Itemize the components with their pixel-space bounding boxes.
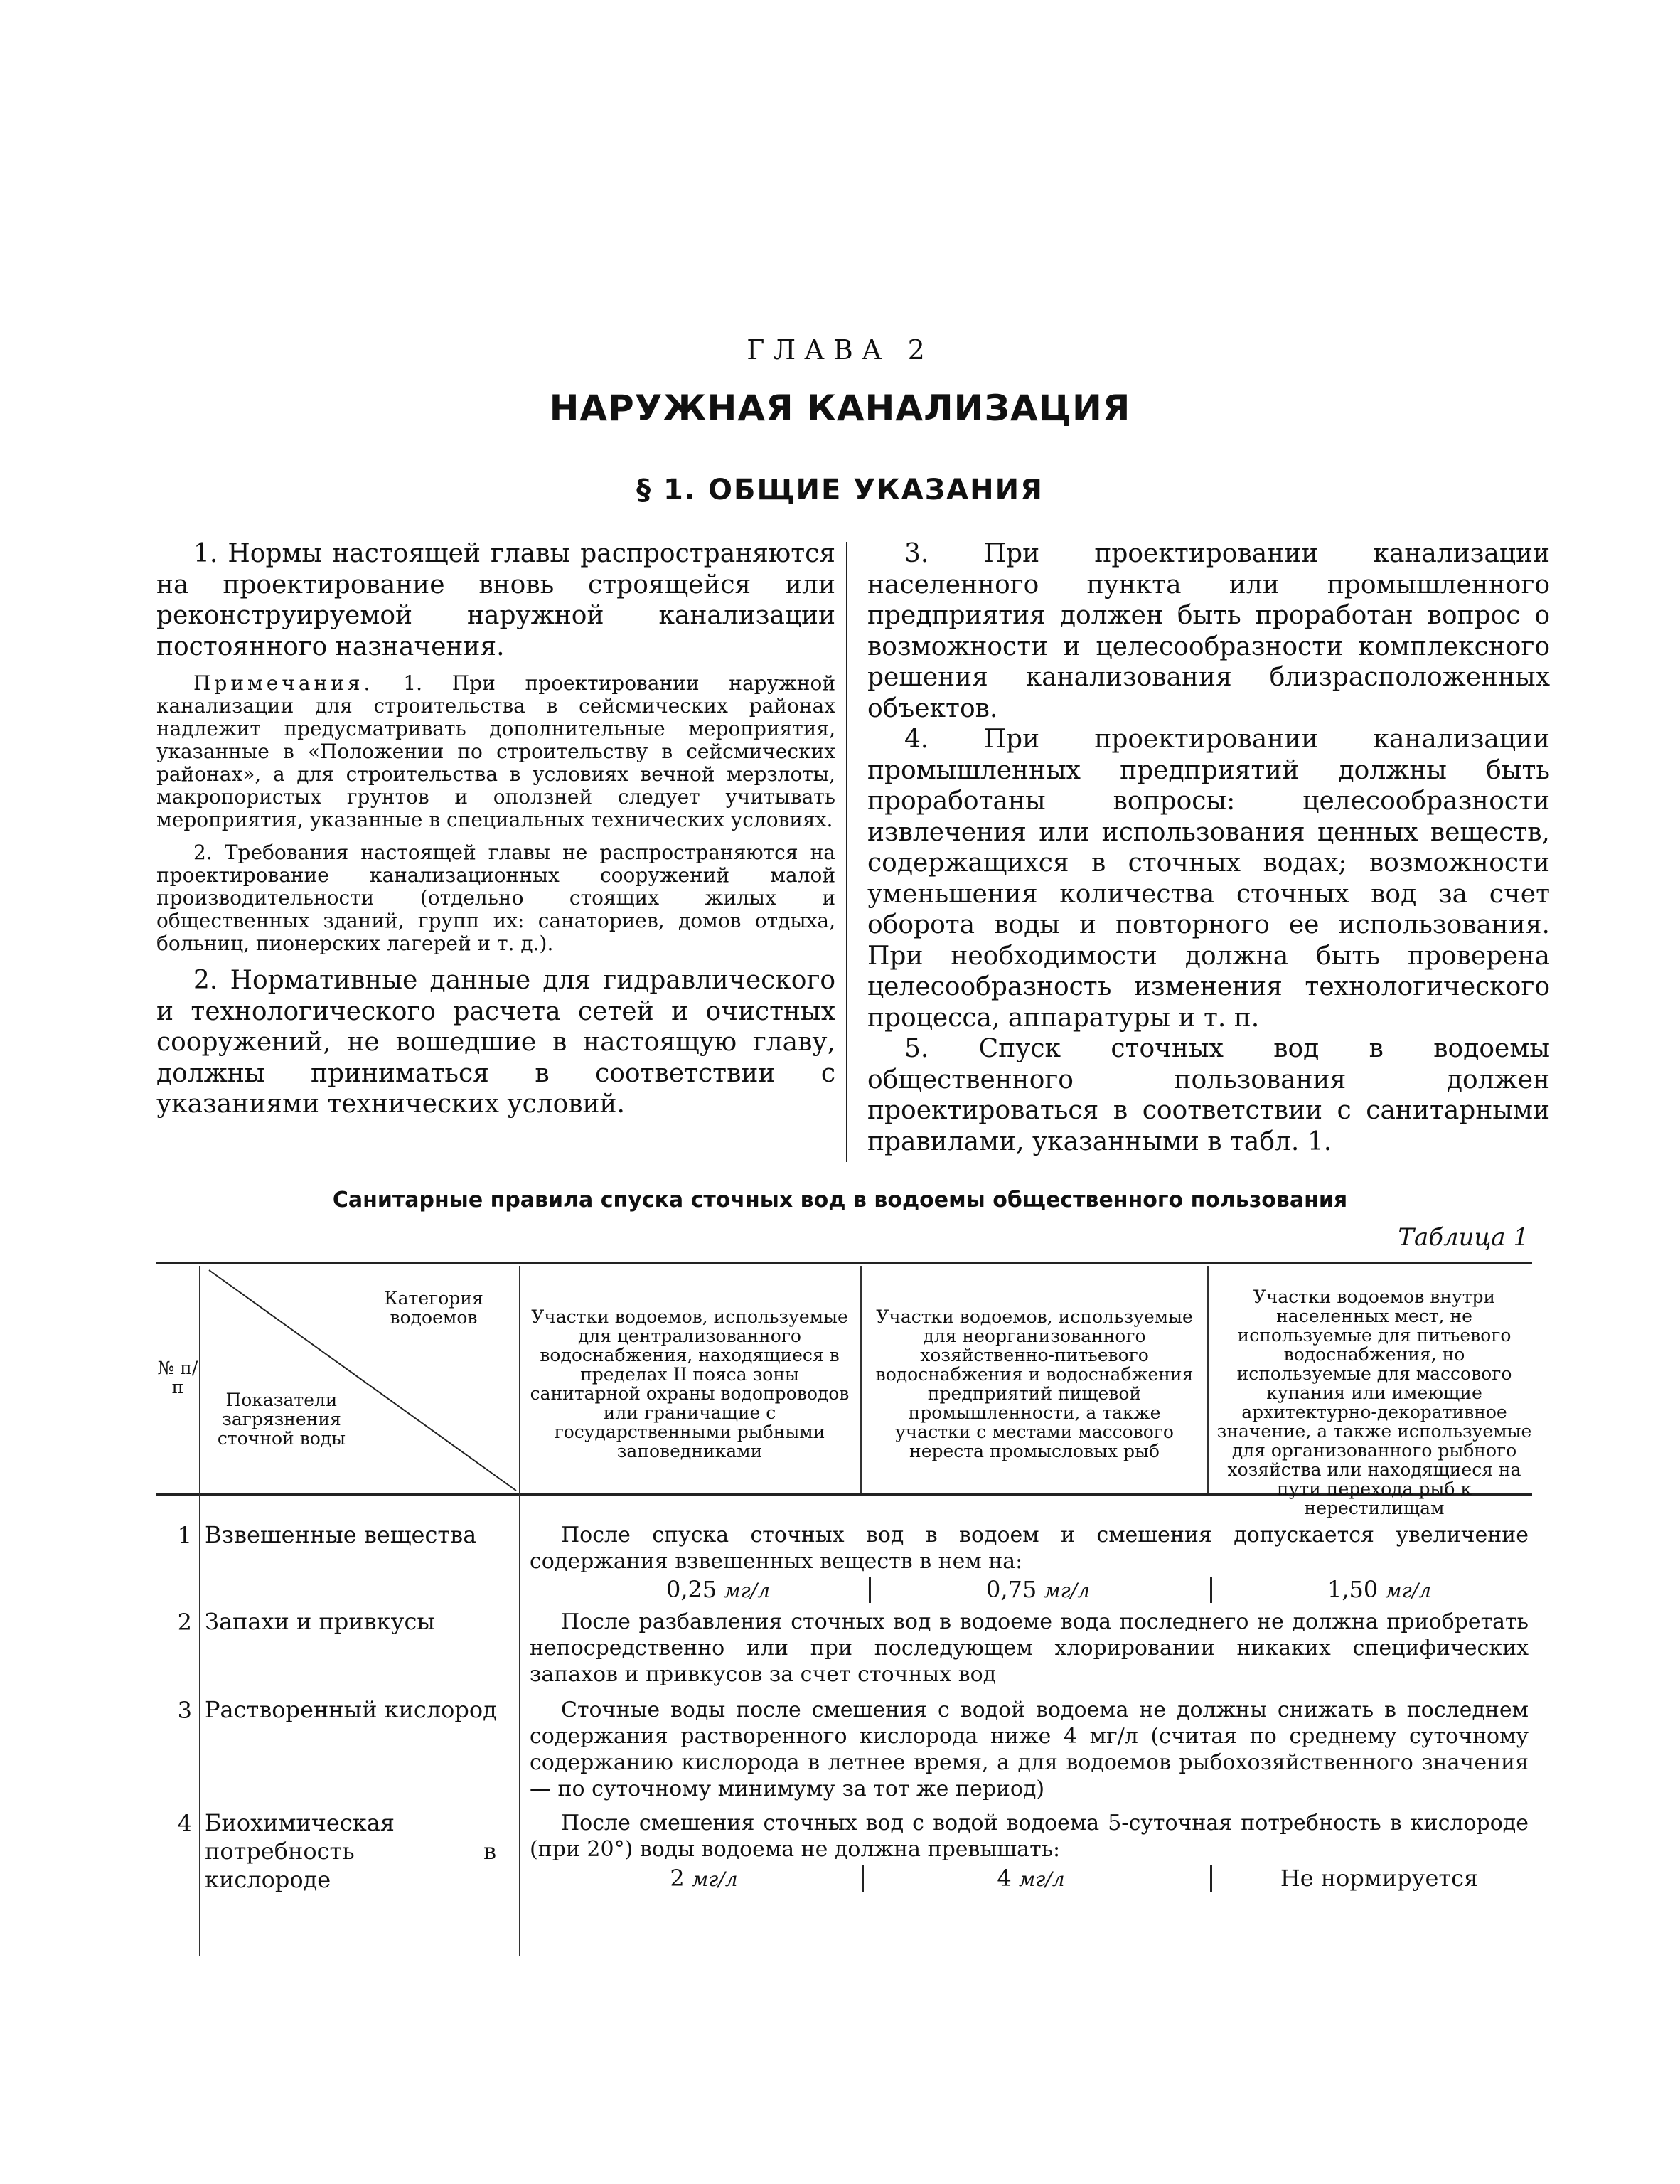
row-4-sep-1: [862, 1865, 864, 1892]
paragraph-3: 3. При проектировании канализации населенного пункта или промышленного предприятия должен быть проработан вопрос о возможности и целесообразности комплексного решения канализования близрасположенных объектов.: [867, 539, 1550, 723]
row-1-num: 1: [177, 1522, 192, 1549]
note-1-text: 1. При проектировании наружной канализации для строительства в сейсмических районах надлежит предусматривать дополнительные мероприятия, указанные в «Положении по строительству в сейсмических районах», а для строительства в условиях вечной мерзлоты, макропористых грунтов и оползней следует учитывать мероприятия, указанные в специальных технических условиях.: [156, 671, 835, 831]
chapter-label: ГЛАВА 2: [747, 334, 933, 366]
left-column: [156, 538, 835, 1120]
row-1-sep-2: [1210, 1577, 1212, 1603]
header-col3: Участки водоемов внутри населенных мест, не используемые для питьевого водоснабжения, но используемые для массового купания или имеющие архитектурно-декоративное значение, а также используемые для организованного рыбного хозяйства или находящиеся на пути перехода рыб к нерестилищам: [1216, 1287, 1532, 1518]
row-1-sep-1: [869, 1577, 871, 1603]
header-num: № п/п: [157, 1358, 198, 1397]
row-2-text: После разбавления сточных вод в водоеме вода последнего не должна приобретать непосредственно или при последующем хлорировании никаких специфических запахов и привкусов за счет сточных вод: [530, 1609, 1529, 1687]
row-1-name: Взвешенные вещества: [205, 1521, 477, 1548]
row-3-num: 3: [177, 1697, 192, 1724]
row-4-value-3: Не нормируется: [1280, 1865, 1479, 1892]
paragraph-5: 5. Спуск сточных вод в водоемы общественного пользования должен проектироваться в соответствии с санитарными правилами, указанными в табл. 1.: [867, 1034, 1550, 1156]
note-1: [156, 672, 835, 831]
header-indicators: Показатели загрязнения сточной воды: [217, 1390, 346, 1449]
note-2: 2. Требования настоящей главы не распространяются на проектирование канализационных сооружений малой производительности (отдельно стоящих жилых и общественных зданий, групп их: санаториев, домов отдыха, больниц, пионерских лагерей и т. д.).: [156, 841, 835, 955]
chapter-title: НАРУЖНАЯ КАНАЛИЗАЦИЯ: [549, 388, 1131, 429]
table-top-rule: [156, 1262, 1532, 1264]
row-1-value-1: 0,25 мг/л: [665, 1576, 771, 1603]
section-title: § 1. ОБЩИЕ УКАЗАНИЯ: [636, 474, 1044, 506]
row-1-text: После спуска сточных вод в водоем и смешения допускается увеличение содержания взвешенных веществ в нем на:: [530, 1523, 1529, 1574]
table-vline-col1: [860, 1266, 862, 1493]
table-vline-name: [519, 1266, 520, 1956]
table-caption: Санитарные правила спуска сточных вод в водоемы общественного пользования: [332, 1188, 1348, 1213]
row-4-sep-2: [1210, 1865, 1212, 1892]
row-4-num: 4: [177, 1810, 192, 1837]
row-4-value-2: 4 мг/л: [997, 1865, 1065, 1892]
row-3-name: Растворенный кислород: [205, 1696, 497, 1723]
paragraph-1: 1. Нормы настоящей главы распространяются на проектирование вновь строящейся или реконструируемой наружной канализации постоянного назначения.: [156, 539, 835, 661]
row-1-value-3: 1,50 мг/л: [1327, 1576, 1432, 1603]
right-column: [867, 538, 1550, 1157]
header-col2: Участки водоемов, используемые для неорганизованного хозяйственно-питьевого водоснабжения и водоснабжения предприятий пищевой промышленности, а также участки с местами массового нереста промысловых рыб: [875, 1306, 1194, 1461]
table-number: Таблица 1: [1398, 1223, 1529, 1252]
paragraph-4: 4. При проектировании канализации промышленных предприятий должны быть проработаны вопросы: целесообразности извлечения или использования ценных веществ, содержащихся в сточных водах; возможности уменьшения количества сточных вод за счет оборота воды и повторного ее использования. При необходимости должна быть проверена целесообразность изменения технологического процесса, аппаратуры и т. п.: [867, 725, 1550, 1033]
header-col1: Участки водоемов, используемые для централизованного водоснабжения, находящиеся в пределах II пояса зоны санитарной охраны водопроводов или граничащие с государственными рыбными заповедниками: [530, 1306, 850, 1461]
row-1-value-2: 0,75 мг/л: [985, 1576, 1091, 1603]
row-4-name: Биохимическая потребность в кислороде: [205, 1809, 496, 1893]
table-vline-col2: [1207, 1266, 1209, 1493]
note-label: Примечания.: [193, 671, 374, 695]
row-4-value-1: 2 мг/л: [670, 1865, 738, 1892]
row-3-text: Сточные воды после смешения с водой водоема не должны снижать в последнем содержания растворенного кислорода ниже 4 мг/л (считая по среднему суточному содержанию кислорода в летнее время, а для водоемов рыбохозяйственного значения — по суточному минимуму за тот же период): [530, 1698, 1529, 1801]
paragraph-2: 2. Нормативные данные для гидравлического и технологического расчета сетей и очистных сооружений, не вошедшие в настоящую главу, должны приниматься в соответствии с указаниями технических условий.: [156, 966, 835, 1119]
row-4-text: После смешения сточных вод с водой водоема 5-суточная потребность в кислороде (при 20°) воды водоема не должна превышать:: [530, 1811, 1529, 1862]
header-category: Категория водоемов: [384, 1288, 483, 1328]
row-2-num: 2: [177, 1609, 192, 1636]
column-divider: [845, 542, 847, 1162]
row-2-name: Запахи и привкусы: [205, 1608, 435, 1635]
